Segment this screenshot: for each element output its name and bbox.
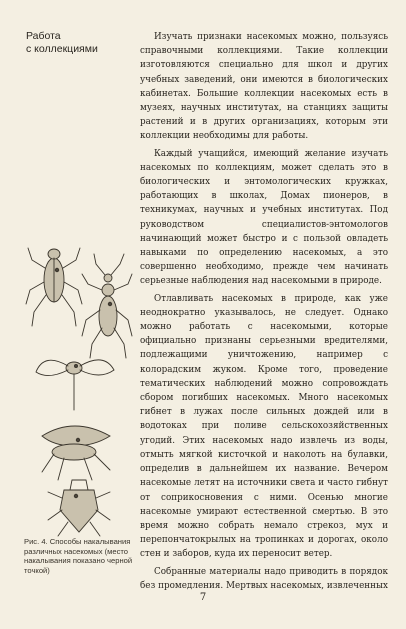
sidehead-line-1: Работа — [26, 30, 61, 42]
bug-drawing — [42, 426, 110, 480]
insect-pinning-illustration — [24, 240, 136, 540]
paragraph-2: Каждый учащийся, имеющий желание изучать насекомых по коллекциям, может сделать это в биологических и энтомологических кружках, работающих в школах, Домах пионеров, в техникумах, научных и учебных институтах. Под руководством специалистов-энтомологов начинающий может быстро и с пользой овладеть навыками по определению насекомых, а это совершенно необходимо, прежде чем начинать серьезные наблюдения над насекомыми в природе. — [140, 148, 388, 287]
ground-beetle-drawing — [82, 254, 132, 358]
page-number: 7 — [199, 592, 207, 603]
paragraph-3: Отлавливать насекомых в природе, как уже неоднократно указывалось, не следует. Однако можно работать с насекомыми, которые официально признаны серьезными вредителями, подлежащими уничтожению, например с колорадским жуком. Кроме того, проведение тематических наблюдений можно сопровождать сбором погибших насекомых. Много насекомых гибнет в лужах после сильных дождей или в водотоках при поливе сельскохозяйственных угодий. Этих насекомых надо извлечь из воды, отмыть мягкой кисточкой и наколоть на булавки, определив в дальнейшем их название. Вечером насекомые летят на источники света и часто гибнут от соприкосновения с ними. Осенью многие насекомые умирают естественной смертью. В это время можно собрать немало стрекоз, мух и перепончатокрылых на тропинках и дорогах, около стен и заборов, куда их переносит ветер. — [140, 293, 388, 560]
dragonfly-drawing — [36, 360, 114, 410]
section-sidehead — [26, 30, 136, 56]
water-beetle-drawing — [26, 248, 82, 326]
paragraph-1: Изучать признаки насекомых можно, пользуясь справочными коллекциями. Такие коллекции изготовляются специально для школ и других учебных заведений, они имеются в биологических кабинетах. Большие коллекции насекомых есть в музеях, научных институтах, на станциях защиты растений и в других организациях, которым эти коллекции необходимы для работы. — [140, 32, 388, 142]
figure-caption: Рис. 4. Способы накалывания различных насекомых (место накалывания показано черной точкой) — [24, 537, 133, 575]
sidehead-line-2: с коллекциями — [26, 43, 98, 55]
body-text — [140, 30, 388, 590]
paragraph-4: Собранные материалы надо приводить в порядок без промедления. Мертвых насекомых, извлеченных — [140, 566, 388, 590]
shield-bug-drawing — [48, 480, 110, 536]
